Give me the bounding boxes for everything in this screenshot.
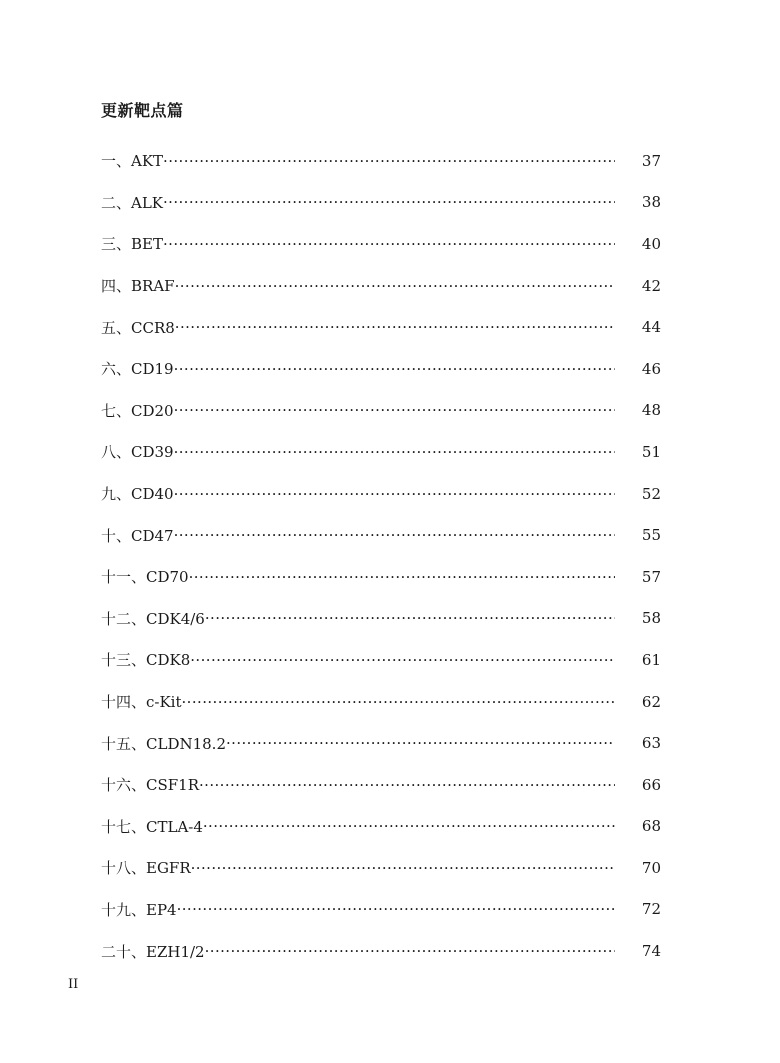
toc-dot-leader [205,941,615,961]
toc-entry-page: 58 [641,609,661,628]
toc-entry-page: 51 [641,442,661,461]
toc-dot-leader [226,733,615,753]
toc-entry[interactable] [101,348,661,390]
toc-entry-label: 二、ALK [101,193,163,212]
toc-entry-label: 九、CD40 [101,485,174,504]
toc-entry[interactable] [101,847,661,889]
toc-entry[interactable] [101,681,661,723]
toc-entry-label: 一、AKT [101,152,164,171]
toc-entry[interactable] [101,431,661,473]
toc-entry-label: 十三、CDK8 [101,651,191,670]
table-of-contents [101,140,661,972]
toc-dot-leader [182,692,615,712]
toc-dot-leader [174,442,615,462]
toc-dot-leader [203,816,615,836]
toc-entry[interactable] [101,306,661,348]
toc-entry-label: 十四、c-Kit [101,693,182,712]
section-title: 更新靶点篇 [101,101,184,120]
toc-entry-label: 二十、EZH1/2 [101,942,205,961]
toc-entry-page: 68 [641,817,661,836]
toc-entry-page: 61 [641,650,661,669]
toc-entry-label: 七、CD20 [101,401,174,420]
toc-entry-page: 40 [641,234,661,253]
toc-entry-page: 37 [641,151,661,170]
page-number: II [68,977,79,992]
toc-entry-label: 八、CD39 [101,443,174,462]
toc-dot-leader [163,234,615,254]
toc-entry-label: 十六、CSF1R [101,776,199,795]
toc-dot-leader [163,192,615,212]
toc-entry-label: 十、CD47 [101,526,174,545]
toc-entry-label: 十二、CDK4/6 [101,609,205,628]
toc-entry-page: 38 [641,193,661,212]
toc-entry-page: 66 [641,775,661,794]
toc-entry[interactable] [101,598,661,640]
toc-entry-label: 十一、CD70 [101,568,189,587]
toc-entry[interactable] [101,556,661,598]
toc-dot-leader [177,899,615,919]
toc-dot-leader [199,775,615,795]
toc-dot-leader [189,567,615,587]
toc-entry-page: 48 [641,401,661,420]
toc-dot-leader [174,359,615,379]
toc-entry[interactable] [101,764,661,806]
toc-entry-label: 十八、EGFR [101,859,191,878]
toc-entry-page: 62 [641,692,661,711]
toc-entry-page: 70 [641,858,661,877]
toc-dot-leader [191,858,615,878]
toc-entry[interactable] [101,473,661,515]
toc-entry[interactable] [101,889,661,931]
toc-dot-leader [174,400,615,420]
toc-entry-page: 42 [641,276,661,295]
toc-entry[interactable] [101,390,661,432]
toc-dot-leader [175,276,615,296]
toc-dot-leader [174,525,615,545]
toc-entry-label: 六、CD19 [101,360,174,379]
toc-entry[interactable] [101,140,661,182]
toc-entry-page: 44 [641,318,661,337]
toc-entry-label: 四、BRAF [101,277,175,296]
toc-dot-leader [174,484,615,504]
toc-dot-leader [205,608,615,628]
toc-entry[interactable] [101,265,661,307]
toc-entry[interactable] [101,639,661,681]
toc-entry[interactable] [101,930,661,972]
toc-entry-page: 46 [641,359,661,378]
toc-dot-leader [163,151,615,171]
toc-entry-label: 三、BET [101,235,163,254]
toc-entry[interactable] [101,722,661,764]
toc-dot-leader [175,317,615,337]
toc-entry-label: 五、CCR8 [101,318,175,337]
toc-entry-page: 55 [641,526,661,545]
toc-entry[interactable] [101,223,661,265]
toc-entry-page: 63 [641,734,661,753]
toc-entry[interactable] [101,514,661,556]
toc-entry-label: 十七、CTLA-4 [101,817,203,836]
toc-entry-label: 十九、EP4 [101,900,177,919]
toc-entry-page: 74 [641,942,661,961]
toc-entry[interactable] [101,806,661,848]
toc-entry[interactable] [101,182,661,224]
toc-dot-leader [190,650,615,670]
toc-entry-page: 72 [641,900,661,919]
toc-entry-page: 57 [641,567,661,586]
toc-entry-page: 52 [641,484,661,503]
toc-entry-label: 十五、CLDN18.2 [101,734,226,753]
